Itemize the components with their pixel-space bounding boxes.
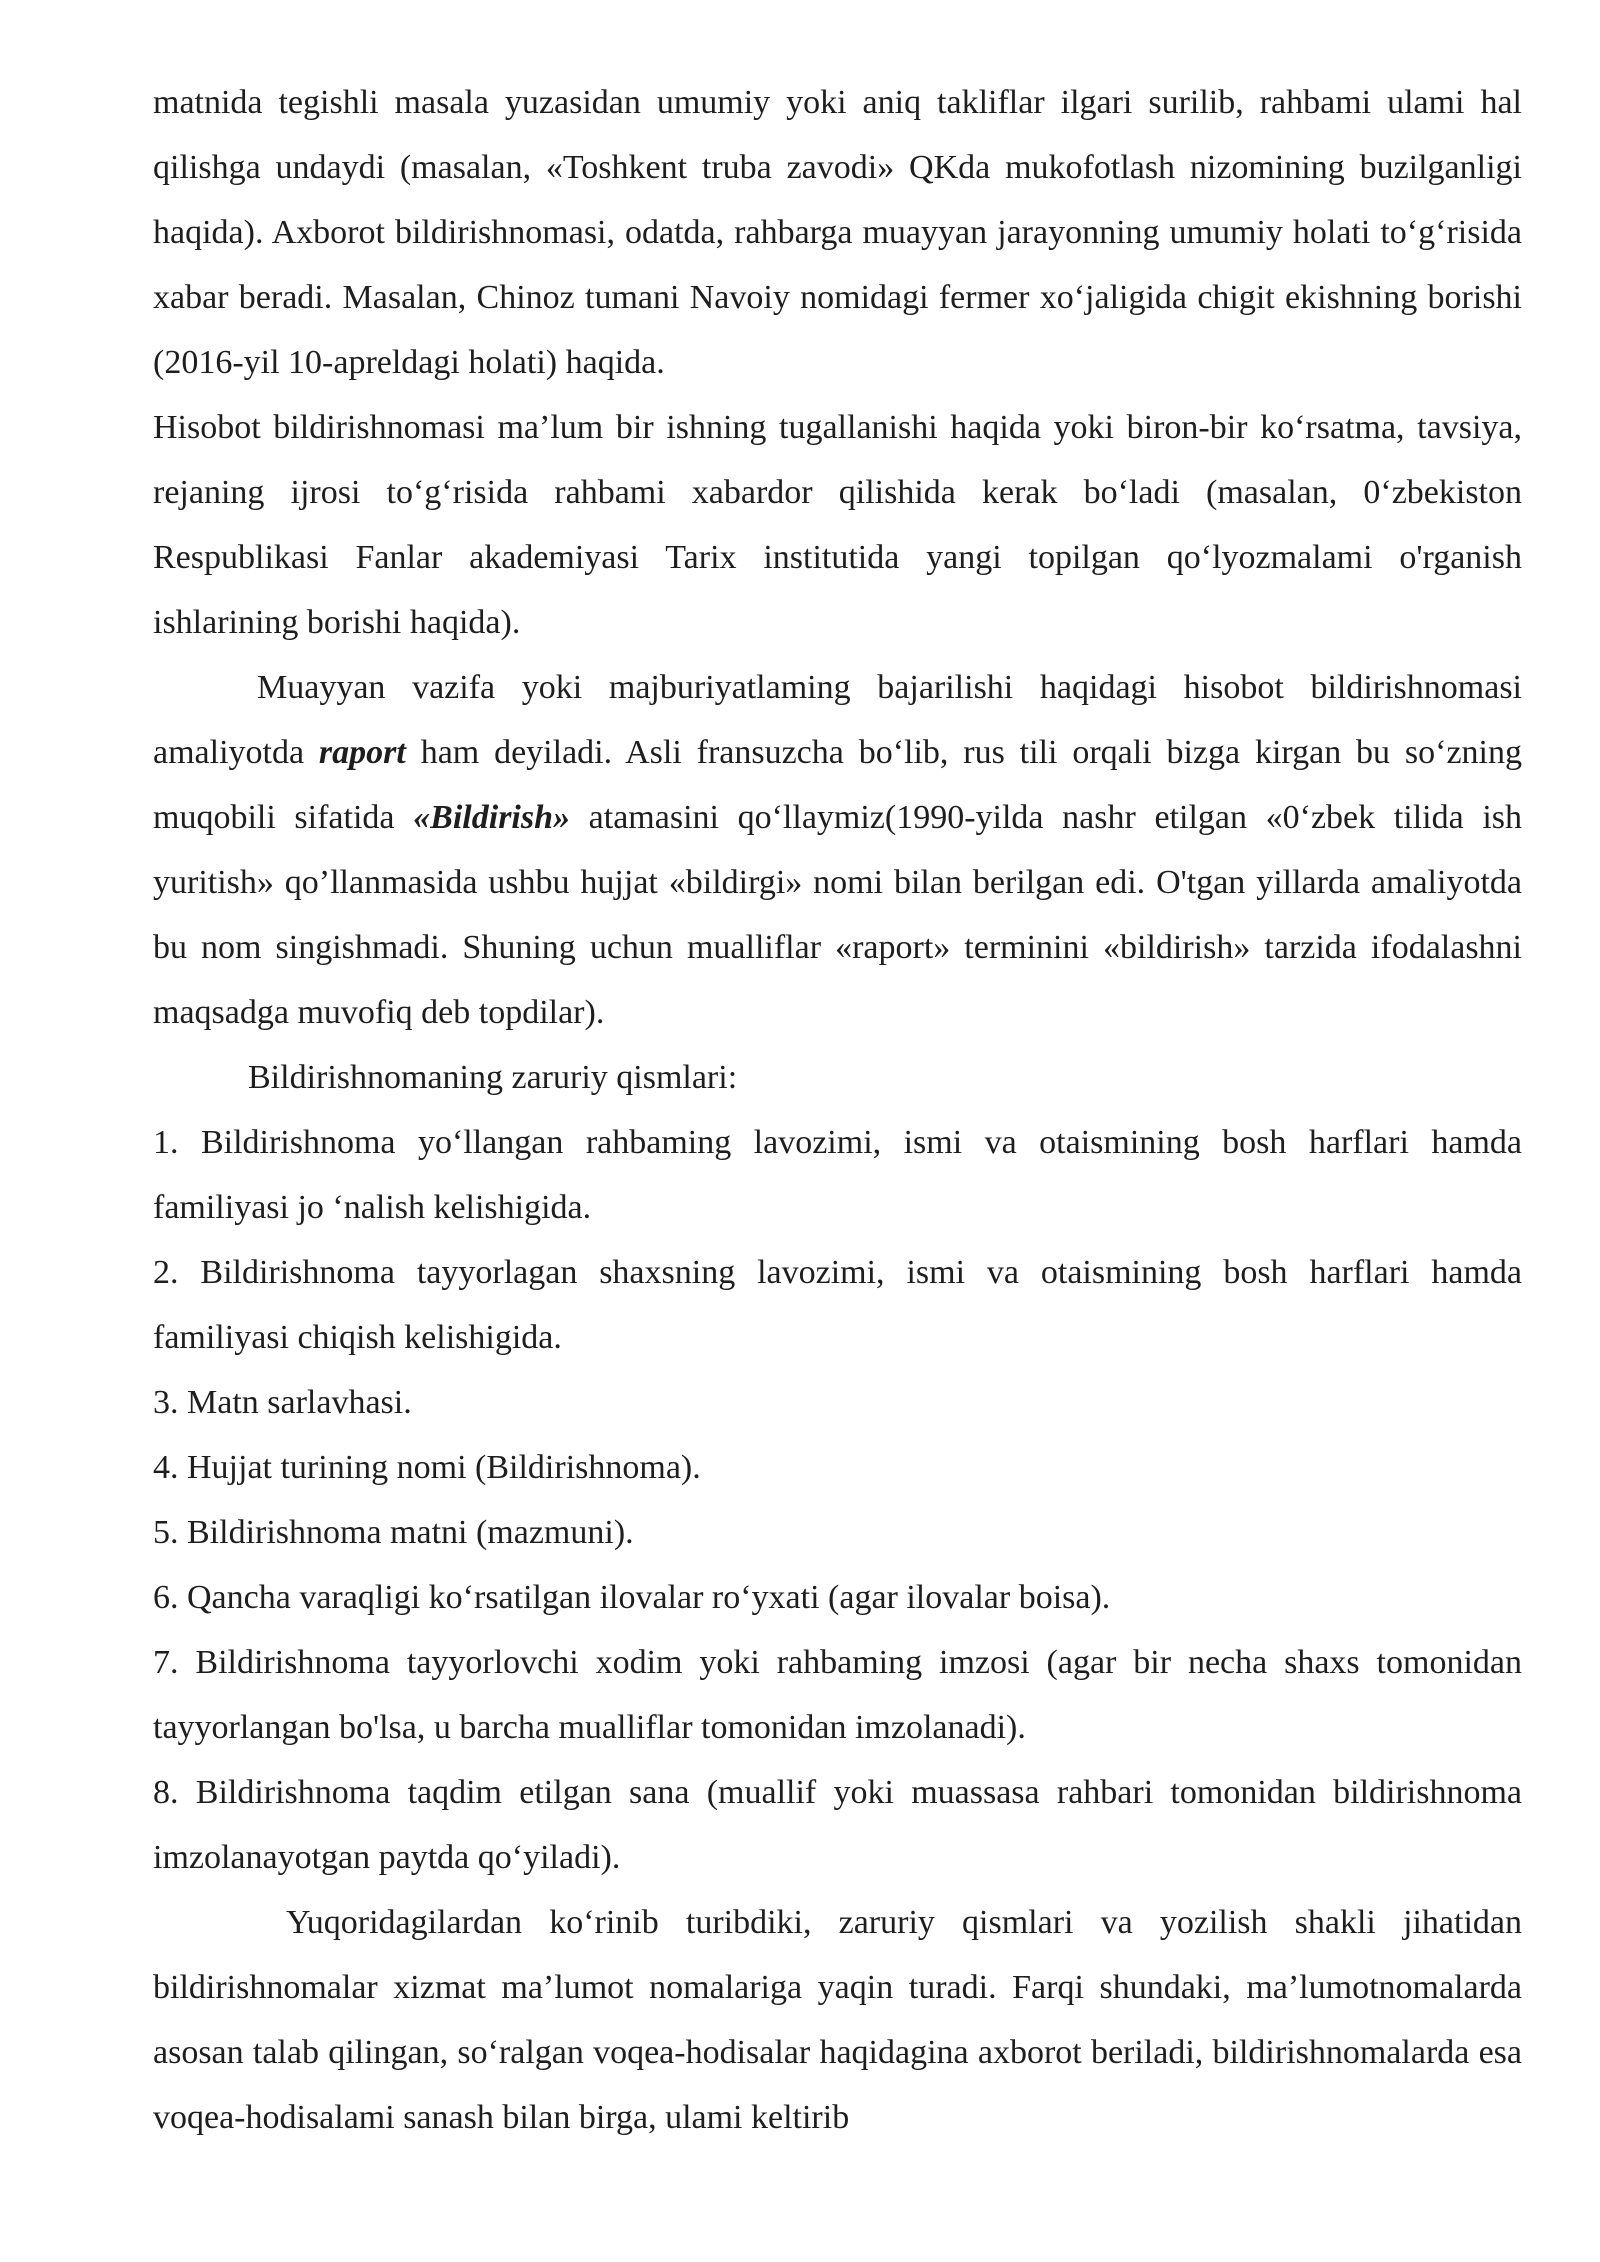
document-page	[153, 70, 1522, 2150]
list-item: 1. Bildirishnoma yo‘llangan rahbaming lavozimi, ismi va otaismining bosh harflari hamda familiyasi jo ‘nalish kelishigida.	[153, 1124, 1522, 1226]
raport-text-a: Muayyan vazifa yoki majburiyatlaming bajarilishi haqidagi hisobot bildirishnomasi amaliyotda	[153, 669, 1522, 771]
bildirish-term: «Bildirish»	[413, 799, 571, 836]
list-item: 3. Matn sarlavhasi.	[153, 1384, 412, 1421]
list-item: 2. Bildirishnoma tayyorlagan shaxsning lavozimi, ismi va otaismining bosh harflari hamda familiyasi chiqish kelishigida.	[153, 1254, 1522, 1356]
raport-text-b: ham deyiladi. Asli fransuzcha bo‘lib, rus tili orqali bizga kirgan bu so‘zning muqobili sifatida	[153, 734, 1523, 836]
raport-term: raport	[318, 734, 406, 771]
requirements-list	[153, 1110, 1522, 1890]
paragraph-intro: matnida tegishli masala yuzasidan umumiy yoki aniq takliflar ilgari surilib, rahbami ulami hal qilishga undaydi (masalan, «Toshkent truba zavodi» QKda mukofotlash nizomining buzilganligi haqida). Axborot bildirishnomasi, odatda, rahbarga muayyan jarayonning umumiy holati to‘g‘risida xabar beradi. Masalan, Chinoz tumani Navoiy nomidagi fermer xo‘jaligida chigit ekishning borishi (2016-yil 10-apreldagi holati) haqida.	[153, 84, 1522, 381]
section-heading: Bildirishnomaning zaruriy qismlari:	[248, 1059, 738, 1096]
list-item: 5. Bildirishnoma matni (mazmuni).	[153, 1514, 634, 1551]
paragraph-hisobot: Hisobot bildirishnomasi ma’lum bir ishning tugallanishi haqida yoki biron-bir ko‘rsatma, tavsiya, rejaning ijrosi to‘g‘risida rahbami xabardor qilishida kerak bo‘ladi (masalan, 0‘zbekiston Respublikasi Fanlar akademiyasi Tarix institutida yangi topilgan qo‘lyozmalami o'rganish ishlarining borishi haqida).	[153, 409, 1522, 641]
paragraph-raport	[153, 655, 1522, 1045]
list-item: 7. Bildirishnoma tayyorlovchi xodim yoki rahbaming imzosi (agar bir necha shaxs tomonidan tayyorlangan bo'lsa, u barcha mualliflar tomonidan imzolanadi).	[153, 1644, 1522, 1746]
list-item: 6. Qancha varaqligi ko‘rsatilgan ilovalar ro‘yxati (agar ilovalar boisa).	[153, 1579, 1111, 1616]
paragraph-conclusion: Yuqoridagilardan ko‘rinib turibdiki, zaruriy qismlari va yozilish shakli jihatidan bildirishnomalar xizmat ma’lumot nomalariga yaqin turadi. Farqi shundaki, ma’lumotnomalarda asosan talab qilingan, so‘ralgan voqea-hodisalar haqidagina axborot beriladi, bildirishnomalarda esa voqea-hodisalami sanash bilan birga, ulami keltirib	[153, 1904, 1522, 2136]
raport-text-c: atamasini qo‘llaymiz(1990-yilda nashr etilgan «0‘zbek tilida ish yuritish» qo’llanmasida ushbu hujjat «bildirgi» nomi bilan berilgan edi. O'tgan yillarda amaliyotda bu nom singishmadi. Shuning uchun mualliflar «raport» terminini «bildirish» tarzida ifodalashni maqsadga muvofiq deb topdilar).	[153, 799, 1523, 1031]
list-item: 4. Hujjat turining nomi (Bildirishnoma).	[153, 1449, 701, 1486]
list-item: 8. Bildirishnoma taqdim etilgan sana (muallif yoki muassasa rahbari tomonidan bildirishnoma imzolanayotgan paytda qo‘yiladi).	[153, 1774, 1522, 1876]
